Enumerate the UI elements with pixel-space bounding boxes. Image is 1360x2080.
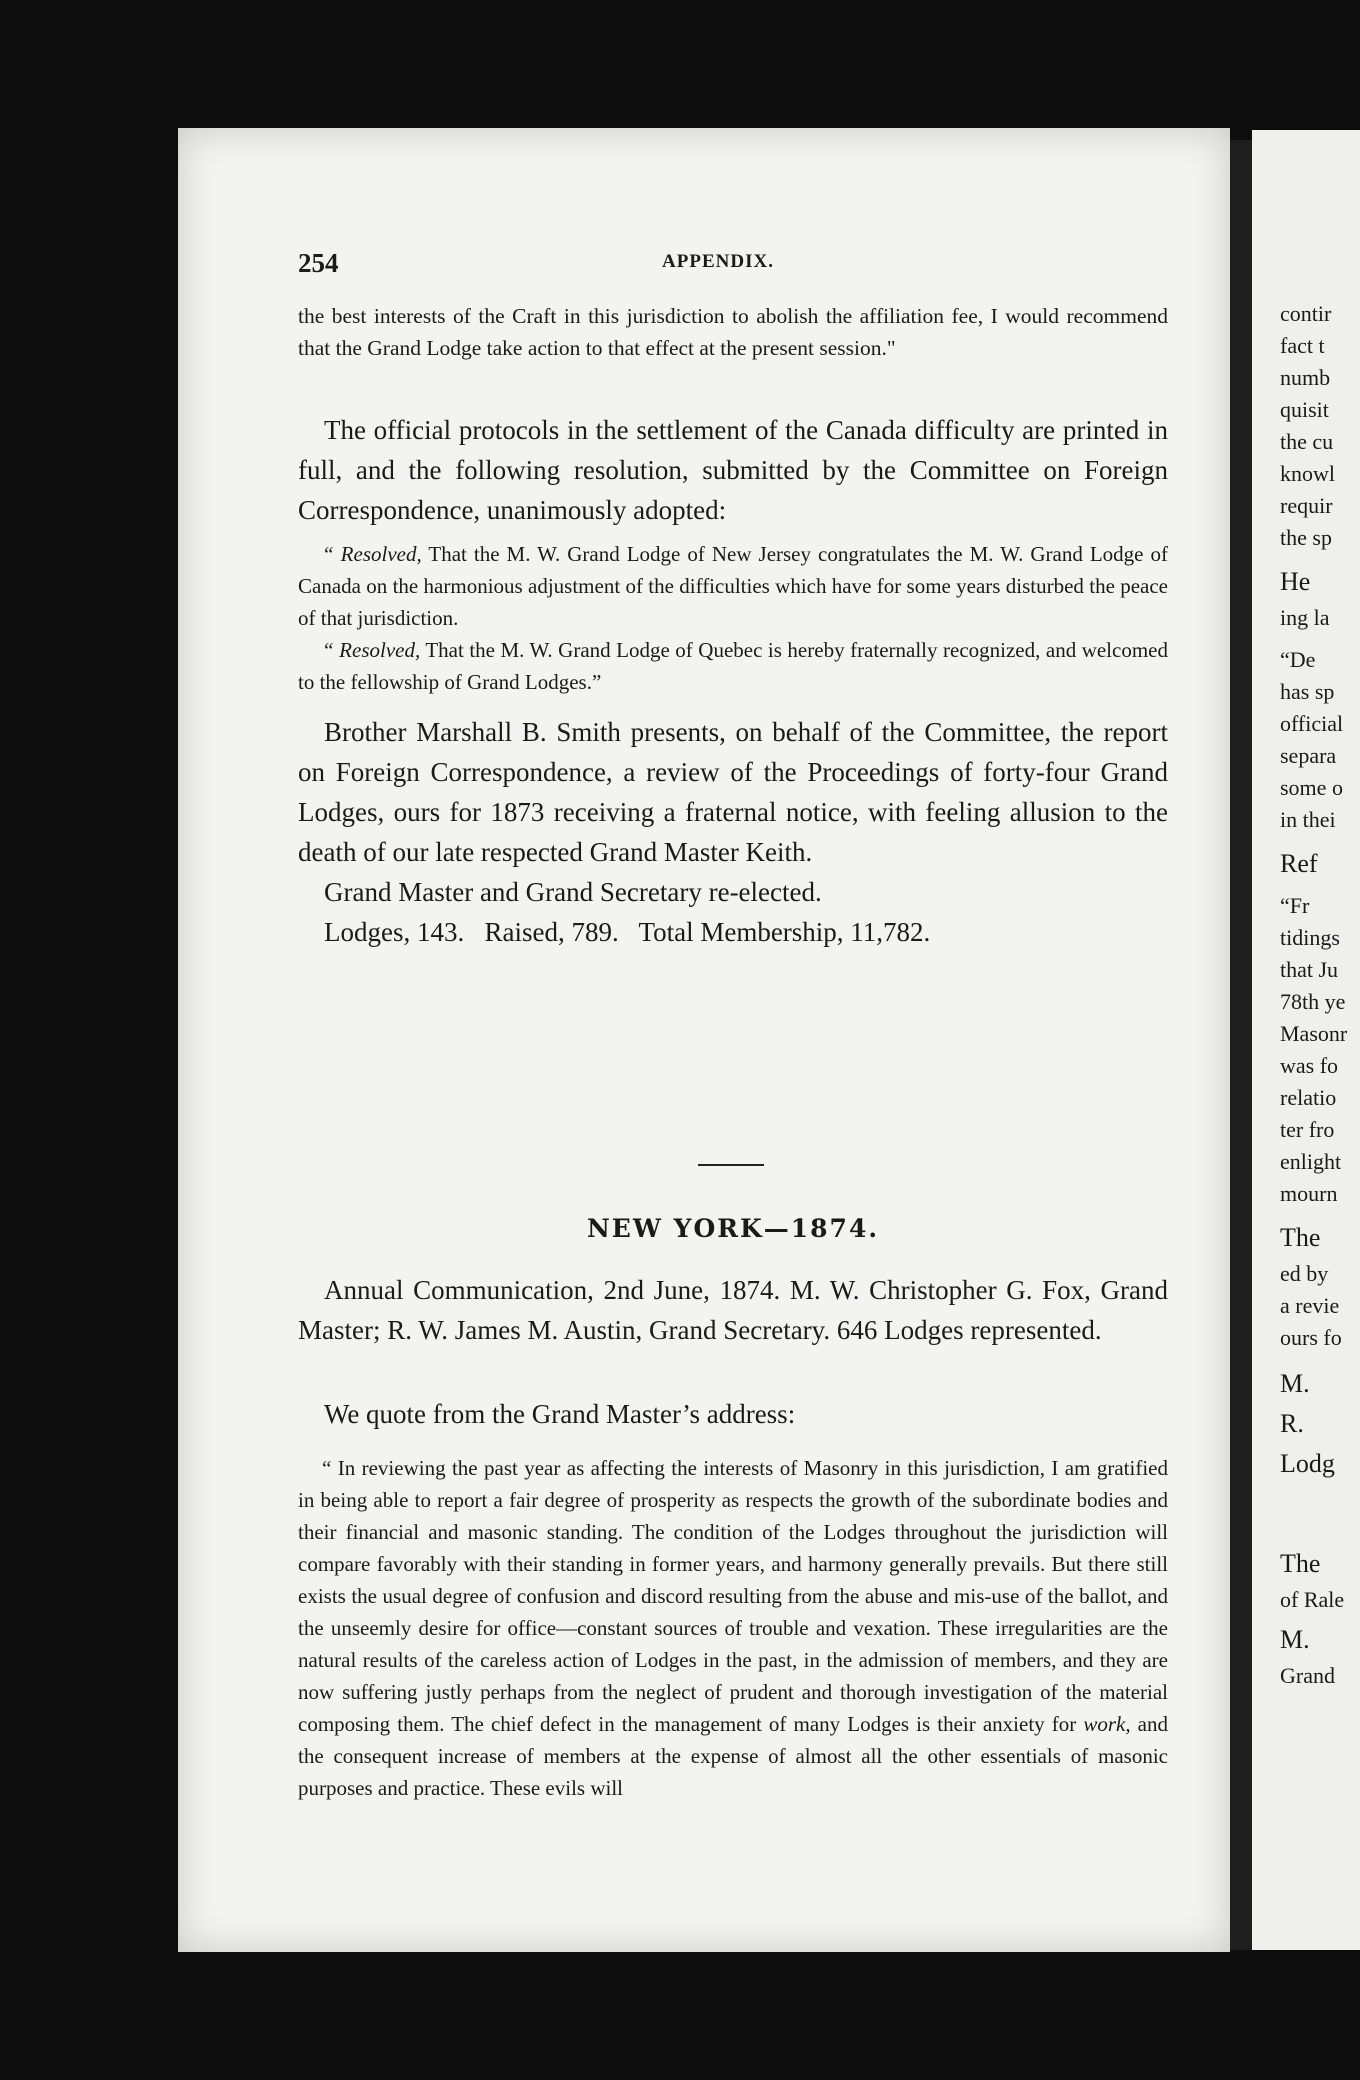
right-page-fragment: numb [1280, 365, 1331, 390]
address-quote-work: work, [1083, 1712, 1131, 1736]
right-page-fragment: separa [1280, 743, 1337, 768]
quote-intro-paragraph [298, 1394, 1168, 1434]
right-page-fragment: of Rale [1280, 1587, 1345, 1612]
right-page-fragment: knowl [1280, 461, 1335, 486]
running-title: APPENDIX. [662, 251, 774, 272]
right-page-fragment: enlight [1280, 1149, 1342, 1174]
running-head [298, 248, 1138, 288]
right-page-fragment: a revie [1280, 1293, 1340, 1318]
right-page-fragment: The [1280, 1549, 1321, 1578]
right-page-fragment: R. [1280, 1409, 1304, 1438]
right-page-fragment: The [1280, 1223, 1321, 1252]
right-page-fragment: 78th ye [1280, 989, 1346, 1014]
right-page-fragment: the sp [1280, 525, 1332, 550]
right-page-fragment: contir [1280, 301, 1332, 326]
right-page-fragment: fact t [1280, 333, 1325, 358]
intro-quote-text: the best interests of the Craft in this jurisdiction to abolish the affiliation fee, I would recommend that the Grand Lodge take action to that effect at the present session." [298, 304, 1168, 360]
intro-quote-end [298, 300, 1168, 364]
resolution-1-lead: “ Resolved, [322, 542, 422, 566]
section-divider [698, 1164, 764, 1166]
right-page-fragment: in thei [1280, 807, 1336, 832]
right-page-fragment: “Fr [1280, 893, 1310, 918]
section-heading: NEW YORK—1874. [586, 1214, 880, 1243]
protocols-text: The official protocols in the settlement of the Canada difficulty are printed in full, and the following resolution, submitted by the Committee on Foreign Correspondence, unanimously adopted: [298, 415, 1168, 525]
annual-paragraph [298, 1270, 1168, 1350]
right-page-fragment: relatio [1280, 1085, 1337, 1110]
right-page-fragment: some o [1280, 775, 1343, 800]
right-page-fragment: Ref [1280, 849, 1318, 878]
right-page-fragment: Masonr [1280, 1021, 1348, 1046]
reelected-text: Grand Master and Grand Secretary re-elected. [324, 877, 822, 907]
right-page-fragment: ed by [1280, 1261, 1329, 1286]
right-page-fragment: quisit [1280, 397, 1329, 422]
right-page-fragment: “De [1280, 647, 1316, 672]
right-page-fragment: was fo [1280, 1053, 1339, 1078]
page-number: 254 [298, 248, 339, 278]
right-page-fragment: requir [1280, 493, 1333, 518]
resolution-2-lead: “ Resolved, [322, 638, 421, 662]
address-quote-part2: and the consequent increase of members at the expense of almost all the other essentials of masonic purposes and practice. These evils will [298, 1712, 1168, 1800]
right-page-edge [1252, 130, 1360, 1950]
right-page-fragment: He [1280, 567, 1311, 596]
right-page-fragment: has sp [1280, 679, 1335, 704]
resolution-2 [298, 634, 1168, 698]
book-gutter [1230, 140, 1252, 1950]
stats-text: Lodges, 143. Raised, 789. Total Membership, 11,782. [324, 917, 931, 947]
right-page-fragment: Lodg [1280, 1449, 1335, 1478]
right-page-fragment: ours fo [1280, 1325, 1342, 1350]
resolution-1-text: That the M. W. Grand Lodge of New Jersey congratulates the M. W. Grand Lodge of Canada on the harmonious adjustment of the difficulties which have for some years disturbed the peace of that jurisdiction. [298, 542, 1168, 630]
address-quote-text [298, 1452, 1168, 1804]
right-page-fragment: that Ju [1280, 957, 1339, 982]
left-page [178, 128, 1230, 1952]
resolution-1 [298, 538, 1168, 634]
address-quote [298, 1452, 1168, 1804]
right-page-fragments [1280, 298, 1360, 1692]
right-page-fragment: Grand [1280, 1663, 1335, 1688]
right-page-fragment: M. [1280, 1625, 1310, 1654]
right-page-fragment: M. [1280, 1369, 1310, 1398]
resolution-2-text: That the M. W. Grand Lodge of Quebec is hereby fraternally recognized, and welcomed to the fellowship of Grand Lodges.” [298, 638, 1168, 694]
protocols-paragraph [298, 410, 1168, 530]
quote-intro-text: We quote from the Grand Master’s address: [324, 1399, 796, 1429]
report-text: Brother Marshall B. Smith presents, on behalf of the Committee, the report on Foreign Correspondence, a review of the Proceedings of forty-four Grand Lodges, ours for 1873 receiving a fraternal notice, with feeling allusion to the death of our late respected Grand Master Keith. [298, 717, 1168, 867]
right-page-fragment: official [1280, 711, 1344, 736]
right-page-fragment: ing la [1280, 605, 1330, 630]
right-page-fragment: ter fro [1280, 1117, 1335, 1142]
right-page-fragment: mourn [1280, 1181, 1338, 1206]
address-quote-part1: “ In reviewing the past year as affecting the interests of Masonry in this jurisdiction, I am gratified in being able to report a fair degree of prosperity as respects the growth of the subordinate bodies and their financial and masonic standing. The condition of the Lodges throughout the jurisdiction will compare favorably with their standing in former years, and harmony generally prevails. But there still exists the usual degree of confusion and discord resulting from the abuse and mis-use of the ballot, and the unseemly desire for office—constant sources of trouble and vexation. These irregularities are the natural results of the careless action of Lodges in the past, in the admission of members, and they are now suffering justly perhaps from the neglect of prudent and thorough investigation of the material composing them. The chief defect in the management of many Lodges is their anxiety for [298, 1456, 1168, 1736]
resolutions-block [298, 538, 1168, 698]
right-page-fragment: tidings [1280, 925, 1340, 950]
annual-text: Annual Communication, 2nd June, 1874. M. W. Christopher G. Fox, Grand Master; R. W. James M. Austin, Grand Secretary. 646 Lodges represented. [298, 1275, 1168, 1345]
right-page-fragment: the cu [1280, 429, 1334, 454]
report-paragraph [298, 712, 1168, 952]
